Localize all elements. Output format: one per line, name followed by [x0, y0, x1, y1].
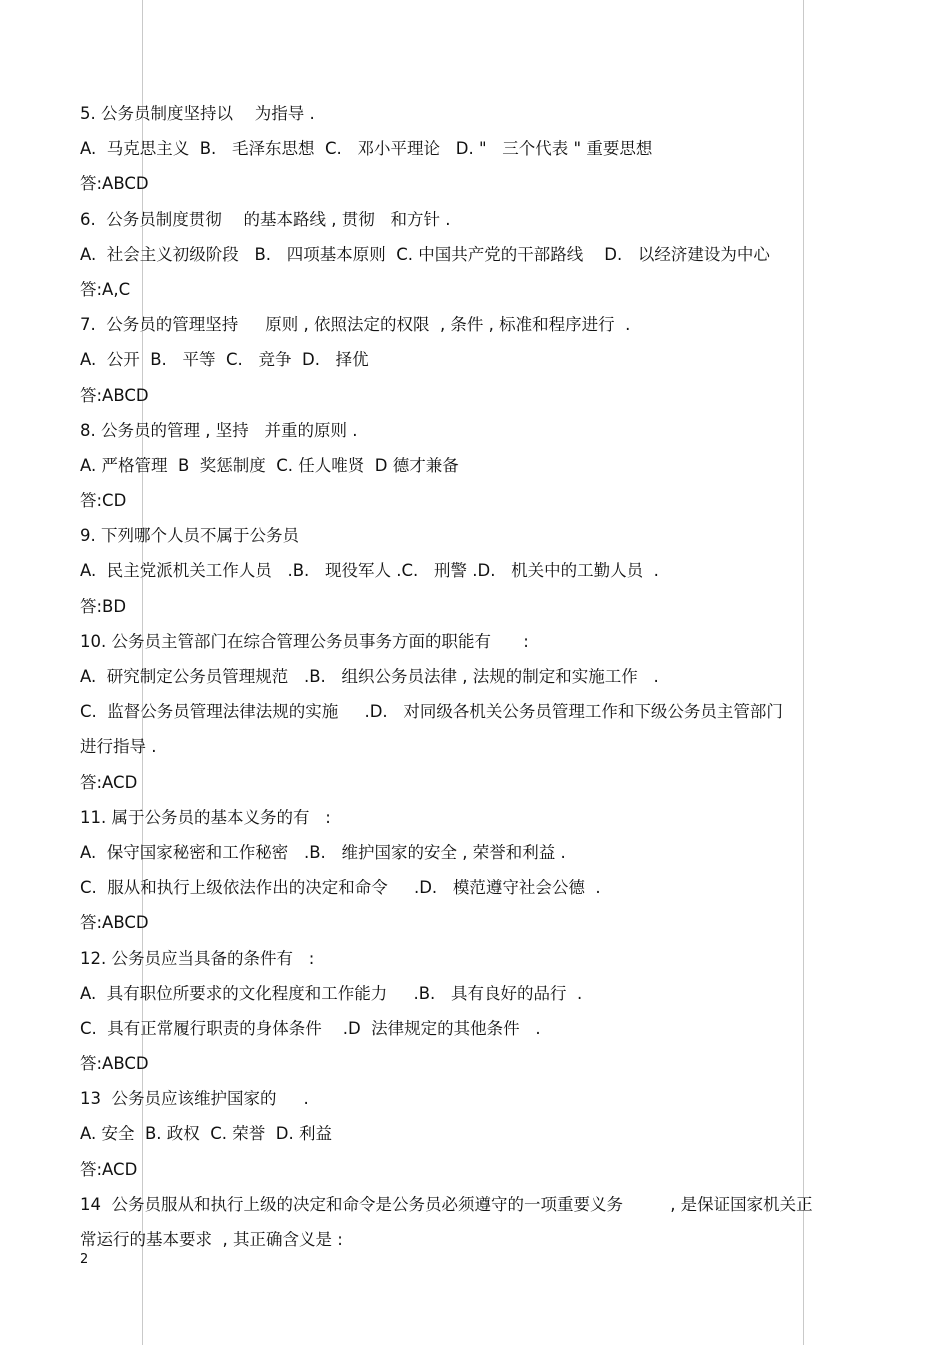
question-13-stem: 13 公务员应该维护国家的 .	[80, 1089, 309, 1109]
question-5-stem: 5. 公务员制度坚持以 为指导 .	[80, 104, 315, 123]
question-11-options-cd: C. 服从和执行上级依法作出的决定和命令 .D. 模范遵守社会公德 .	[80, 878, 601, 898]
question-12-stem: 12. 公务员应当具备的条件有 :	[80, 948, 315, 968]
question-7-answer: 答:ABCD	[80, 385, 149, 405]
question-9-answer: 答:BD	[80, 596, 127, 616]
question-9-stem: 9. 下列哪个人员不属于公务员	[80, 526, 299, 546]
question-10-answer: 答:ACD	[80, 772, 138, 792]
question-13-options: A. 安全 B. 政权 C. 荣誉 D. 利益	[80, 1124, 332, 1144]
question-5-options: A. 马克思主义 B. 毛泽东思想 C. 邓小平理论 D. " 三个代表 " 重要思想	[80, 139, 653, 159]
question-7-stem: 7. 公务员的管理坚持 原则 , 依照法定的权限 , 条件 , 标准和程序进行 .	[80, 315, 631, 335]
question-8-stem: 8. 公务员的管理 , 坚持 并重的原则 .	[80, 420, 358, 440]
question-6-answer: 答:A,C	[80, 279, 131, 299]
question-10-options-ab: A. 研究制定公务员管理规范 .B. 组织公务员法律 , 法规的制定和实施工作 .	[80, 667, 659, 686]
question-6-options: A. 社会主义初级阶段 B. 四项基本原则 C. 中国共产党的干部路线 D. 以经济建设为中心	[80, 244, 770, 264]
question-9-options: A. 民主党派机关工作人员 .B. 现役军人 .C. 刑警 .D. 机关中的工勤人员 .	[80, 561, 659, 581]
question-7-options: A. 公开 B. 平等 C. 竞争 D. 择优	[80, 350, 369, 370]
question-10-options-cd-cont: 进行指导 .	[80, 737, 157, 757]
question-8-answer: 答:CD	[80, 491, 127, 511]
question-14-stem-cont: 常运行的基本要求 , 其正确含义是 :	[80, 1230, 343, 1249]
question-6-stem: 6. 公务员制度贯彻 的基本路线 , 贯彻 和方针 .	[80, 209, 451, 229]
question-11-answer: 答:ABCD	[80, 913, 149, 933]
question-12-answer: 答:ABCD	[80, 1054, 149, 1074]
question-10-options-cd: C. 监督公务员管理法律法规的实施 .D. 对同级各机关公务员管理工作和下级公务员主管部门	[80, 702, 783, 722]
question-10-stem: 10. 公务员主管部门在综合管理公务员事务方面的职能有 :	[80, 631, 529, 651]
question-5-answer: 答:ABCD	[80, 174, 149, 194]
page-number: 2	[80, 1252, 89, 1267]
question-14-stem: 14 公务员服从和执行上级的决定和命令是公务员必须遵守的一项重要义务 , 是保证国家机关正	[80, 1194, 813, 1214]
document-body	[80, 96, 870, 1257]
question-8-options: A. 严格管理 B 奖惩制度 C. 任人唯贤 D 德才兼备	[80, 455, 459, 475]
question-12-options-cd: C. 具有正常履行职责的身体条件 .D 法律规定的其他条件 .	[80, 1018, 541, 1038]
question-11-stem: 11. 属于公务员的基本义务的有 :	[80, 807, 331, 827]
question-11-options-ab: A. 保守国家秘密和工作秘密 .B. 维护国家的安全 , 荣誉和利益 .	[80, 842, 566, 862]
question-12-options-ab: A. 具有职位所要求的文化程度和工作能力 .B. 具有良好的品行 .	[80, 983, 583, 1003]
question-13-answer: 答:ACD	[80, 1159, 138, 1179]
